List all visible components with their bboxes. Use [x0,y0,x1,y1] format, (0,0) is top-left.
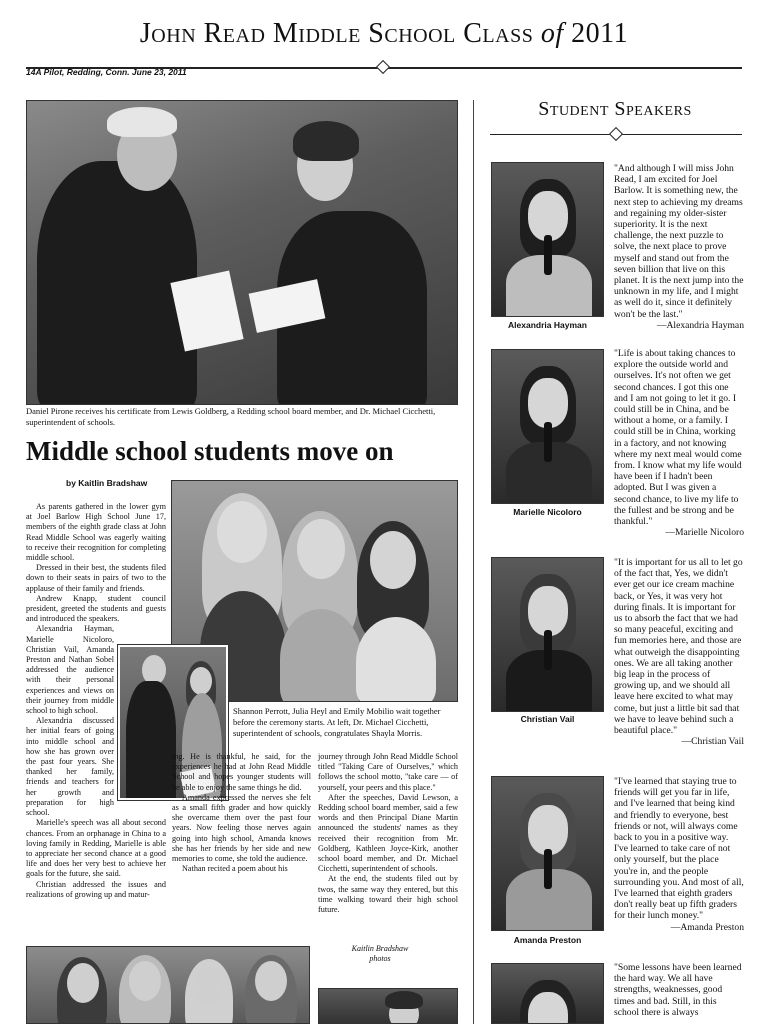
article-paragraph: ing. He is thankful, he said, for the experiences he had at John Read Middle School and hopes younger students will be able to enjoy the same things he did. [172,752,311,792]
speaker-quote [614,348,744,538]
speaker-name: Christian Vail [520,714,575,724]
folio-line: 14A Pilot, Redding, Conn. June 23, 2011 [26,67,187,77]
speaker-photo [491,963,604,1024]
speaker-attribution: —Christian Vail [681,736,744,748]
article-paragraph: Nathan recited a poem about his [182,864,288,874]
article-paragraph: journey through John Read Middle School titled "Taking Care of Ourselves," which follows the school motto, "take care — of yourself, your peers and this place." [318,752,458,792]
column-divider [473,100,474,1024]
speakers-diamond-ornament [609,127,623,141]
speaker-name: Marielle Nicoloro [513,507,582,517]
speaker-photo [491,349,604,504]
photo-credit-name: Kaitlin Bradshaw [351,944,409,953]
photo-credit-label: photos [369,954,391,963]
masthead-italic: of [540,18,564,49]
speaker-name: Amanda Preston [513,935,582,945]
speaker-attribution: —Marielle Nicoloro [665,527,744,539]
masthead-title [0,18,768,50]
speaker-quote [614,163,744,331]
speaker-photo [491,776,604,931]
speaker-quote-text: "I've learned that staying true to friends will get you far in life, and I've learned that being kind and friendly to everyone, best friends or not, will always come back to you in a positive way. I've learned to take care of not only yourself, but the place you're in, and the people surrounding you. And most of all, I've learned that eighth graders don't really beat up fifth graders for their lunch money." [614,776,744,922]
speaker-quote-text: "Some lessons have been learned the hard way. We all have strengths, weaknesses, good times and bad. Still, in this school there is always [614,962,742,1018]
article-paragraph: Alexandria discussed her initial fears of going into middle school and how she has grown over the past four years. She thanked her family, friends and teachers for her growth and preparation for high school. [26,716,114,818]
speaker-quote-text: "It is important for us all to let go of the fact that, Yes, we didn't ever get our ice cream machine back, or Yes, it was very hot during finals. It is important for us to absorb the fact that we had so many peaceful, exciting and fun memories here, and those are what outweigh the disappointing ones. We are all taking another big leap in the process of growing up, and we should all leave here excited to what may come, but just a little bit sad that we have to leave behind such a beautiful place." [614,557,743,737]
article-column-3 [318,752,458,915]
article-paragraph: After the speeches, David Lewson, a Redding school board member, said a few words and then Principal Diane Martin announced the students' names as they received their recognition from Mr. Goldberg, Kathleen Joyce-Kirk, another school board member, and Dr. Michael Cicchetti, superintendent of schools. [318,792,458,874]
speaker-quote [614,557,744,747]
article-paragraph: At the end, the students filed out by twos, the same way they entered, but this time walking toward their high school future. [318,874,458,915]
group-photo-caption: Shannon Perrott, Julia Heyl and Emily Mobilio wait together before the ceremony starts. At left, Dr. Michael Cicchetti, superintendent of schools, congratulates Shayla Morris. [233,706,441,738]
speaker-quote-text: "Life is about taking chances to explore the outside world and ourselves. It's not often we get second chances. I got this one and I am not going to let it go. I could still be in China, and be without a home, or a family. I could still be in China, working in a factory, and not knowing where my next meal would come from. I know what my life would have been if I hadn't been adopted. But I was given a second chance, to live my life to the fullest and be strong and be thankful." [614,348,742,528]
bottom-photo-small [318,988,458,1024]
speaker-name: Alexandria Hayman [508,320,587,330]
article-headline: Middle school students move on [26,436,394,466]
top-photo-caption: Daniel Pirone receives his certificate from Lewis Goldberg, a Redding school board member, and Dr. Michael Cicchetti, superintendent of schools. [26,406,436,427]
speakers-section-title: Student Speakers [538,98,692,120]
speaker-attribution: —Amanda Preston [670,921,744,933]
bottom-photo-group [26,946,310,1024]
masthead-year: 2011 [571,18,629,49]
speaker-quote-text: "And although I will miss John Read, I am excited for Joel Barlow. It is something new, the next step to achieving my dreams and regaining my older-sister superiority. It is the next challenge, the next puzzle to solve, the next place to prove myself and stand out from the seven billion that live on this planet. It is the next jump into the unknown in my life, and I might as well do it, since it definitely won't be the last." [614,163,744,320]
article-paragraph: Andrew Knapp, student council president, greeted the students and guests and introduced the speakers. [26,593,166,624]
article-byline: by Kaitlin Bradshaw [66,478,148,488]
speaker-photo [491,162,604,317]
article-paragraph: As parents gathered in the lower gym at Joel Barlow High School June 17, members of the eighth grade class at John Read Middle School was eagerly waiting to receive their recognition for completing middle school. [26,502,166,563]
top-photo-certificate [26,100,458,405]
article-paragraph: Amanda expressed the nerves she felt as a small fifth grader and how quickly she overcame them over the past four years. Now feeling those nerves again going into high school, Amanda knows she has her friends by her side and new memories to come, she told the audience. [172,792,311,864]
speaker-quote [614,776,744,933]
article-paragraph: Marielle's speech was all about second chances. From an orphanage in China to a loving family in Redding, Marielle is able to appreciate her second chance at a good life and does her very best to achieve her goals for the future, she said. [26,818,166,879]
speaker-quote [614,962,744,1024]
article-column-2 [172,752,311,874]
article-paragraph: Christian addressed the issues and realizations of growing up and matur- [26,879,166,899]
photo-credit [340,944,420,964]
article-paragraph: Dressed in their best, the students filed down to their seats in pairs of two to the applause of their family and friends. [26,563,166,593]
masthead-diamond-ornament [376,60,390,74]
article-paragraph: Alexandria Hayman, Marielle Nicoloro, Christian Vail, Amanda Preston and Nathan Sobel addressed the audience with their personal experiences and views on their journey from middle school to high school. [26,624,114,716]
speaker-attribution: —Alexandria Hayman [656,319,744,331]
masthead-main: John Read Middle School Class [139,18,541,49]
speaker-photo [491,557,604,712]
